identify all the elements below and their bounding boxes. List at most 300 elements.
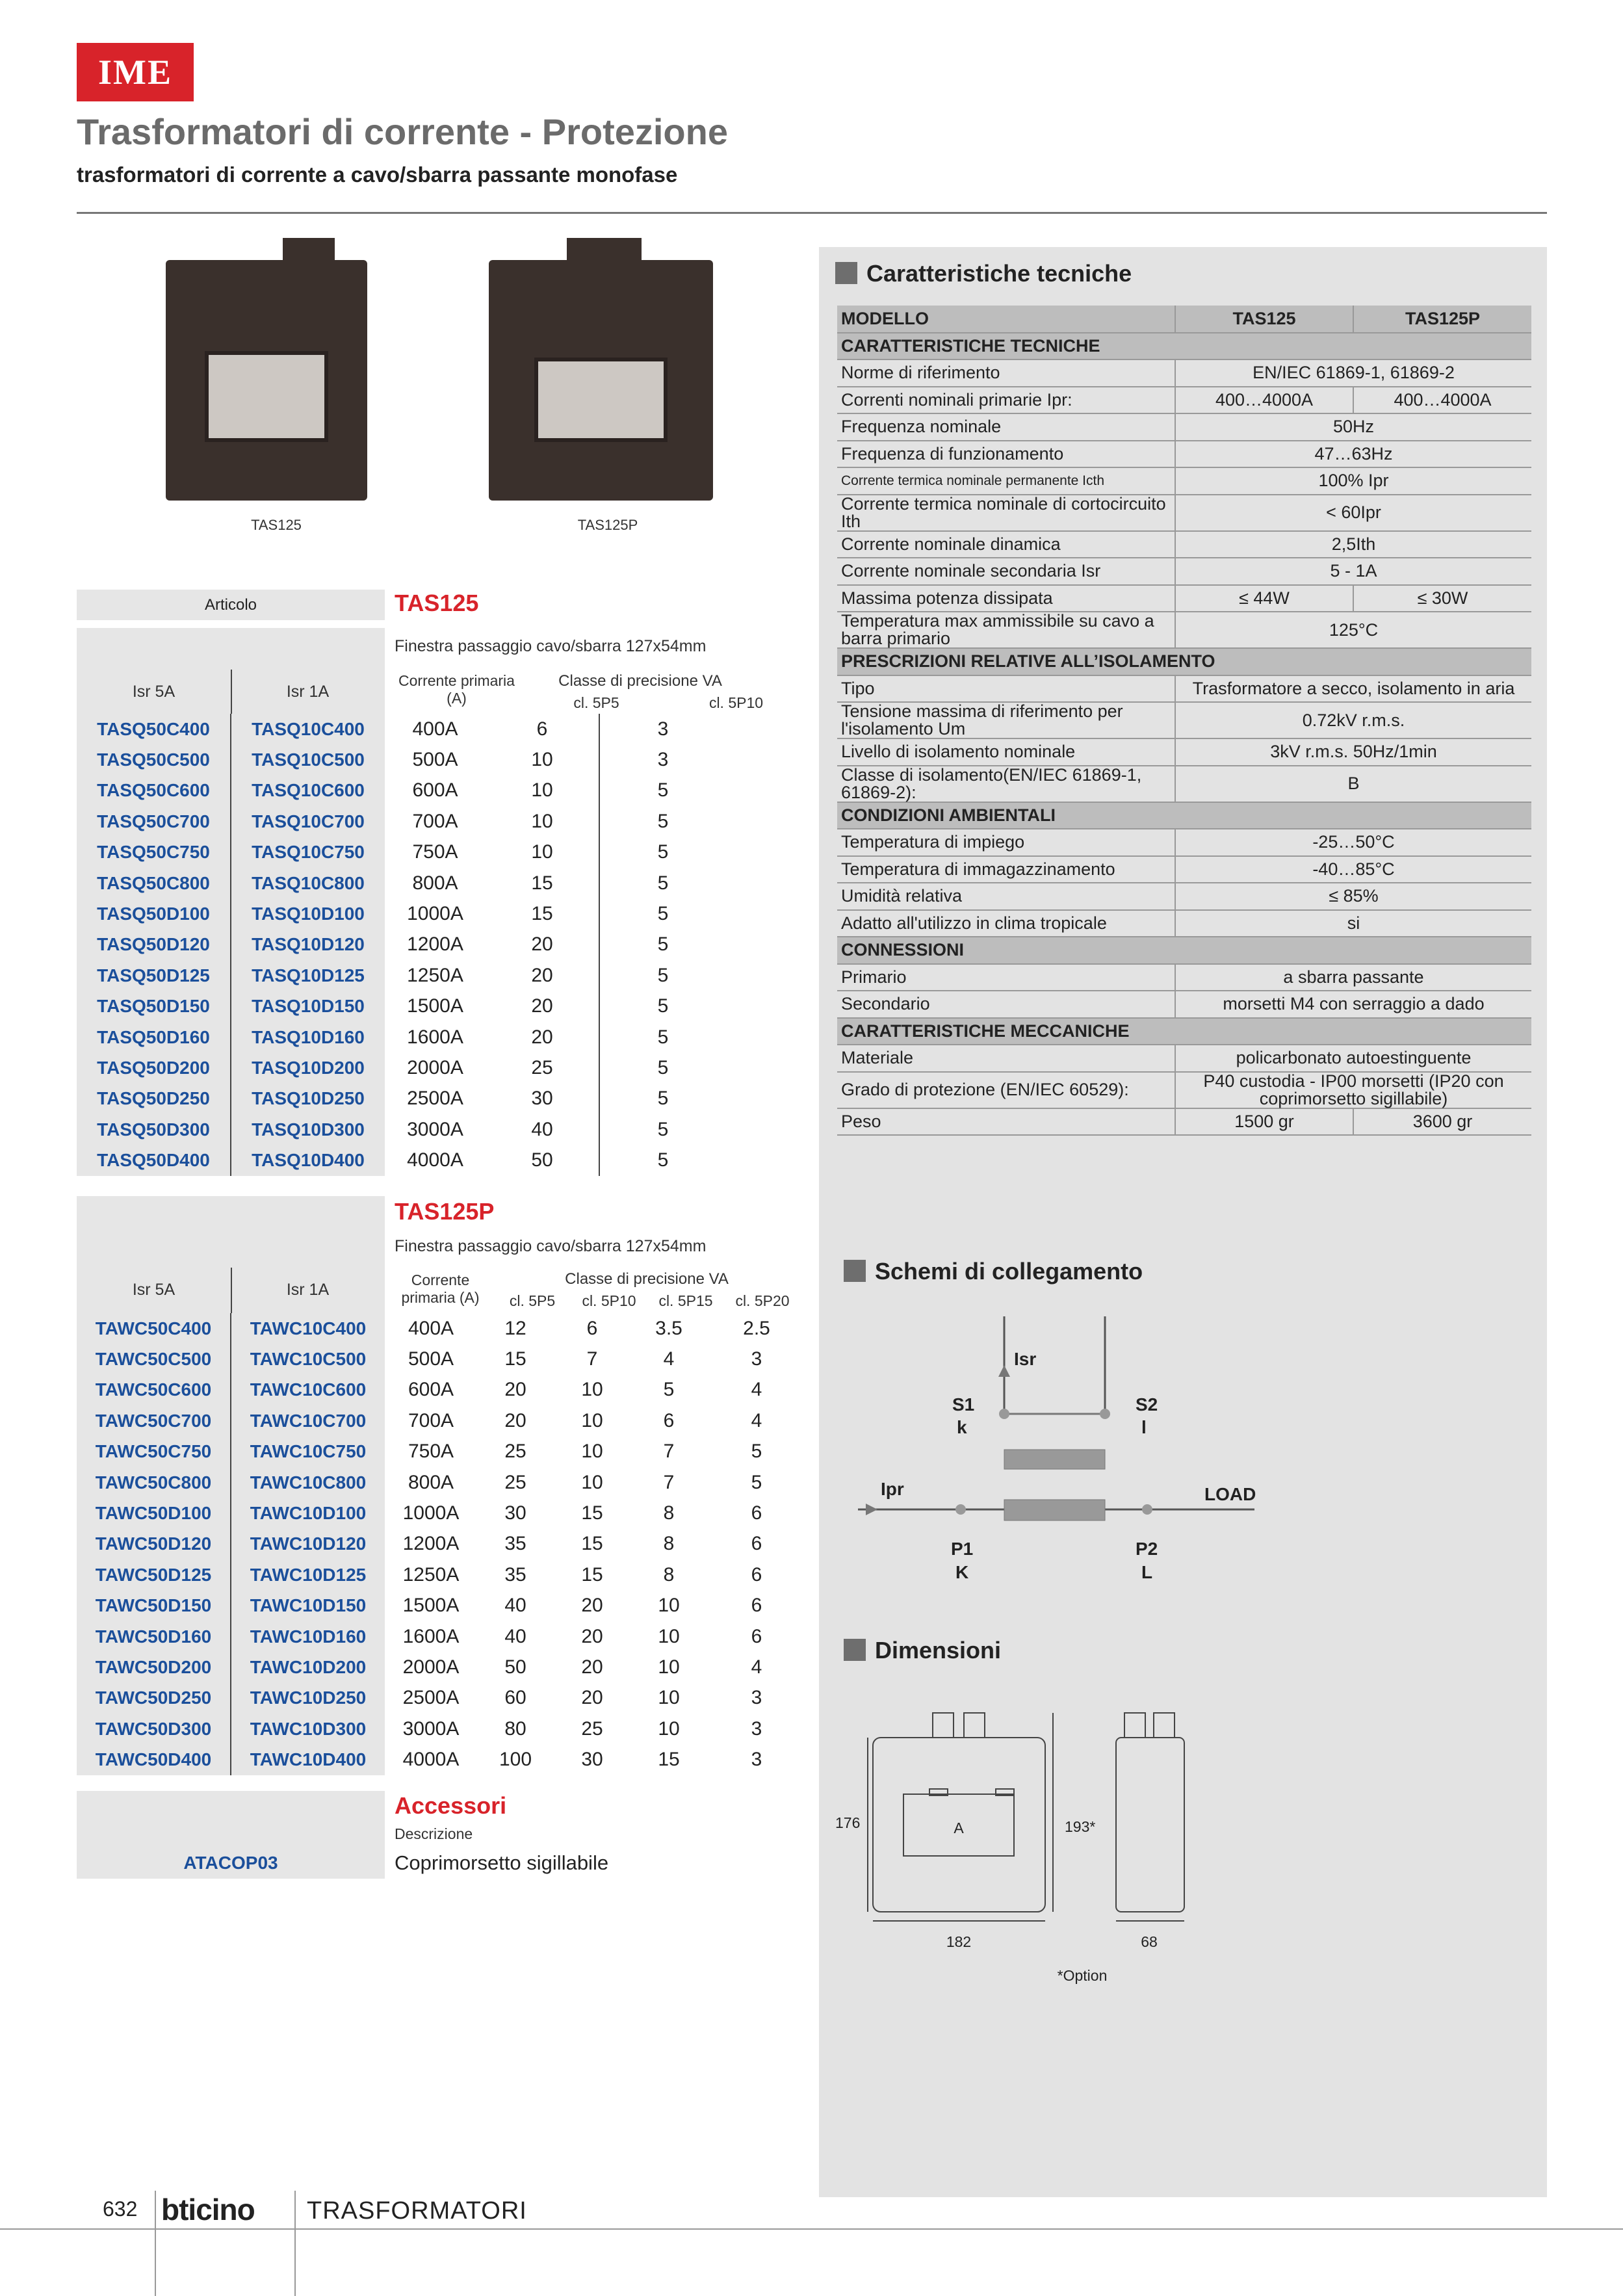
spec-value: 400…4000A: [1175, 387, 1353, 414]
spec-value: ≤ 85%: [1175, 883, 1531, 910]
code-isr1: TASQ10D150: [231, 991, 385, 1022]
code-isr5: TASQ50D125: [77, 960, 231, 991]
spec-value: -40…85°C: [1175, 856, 1531, 883]
spec-value: ≤ 30W: [1353, 585, 1531, 612]
class-value: 5: [657, 1118, 669, 1140]
primary-current: 700A: [408, 1409, 454, 1431]
accessory-code: ATACOP03: [183, 1853, 278, 1873]
wiring-diagram: [845, 1307, 1274, 1593]
class-5p10: cl. 5P10: [582, 1292, 636, 1309]
primary-current: 1200A: [407, 933, 463, 956]
spec-label: Peso: [837, 1108, 1175, 1136]
class-value: 10: [581, 1441, 603, 1463]
primary-current: 800A: [412, 872, 458, 894]
code-isr1: TAWC10D120: [231, 1529, 385, 1559]
code-isr5: TAWC50D120: [77, 1529, 231, 1559]
class-value: 30: [504, 1502, 526, 1524]
spec-row: [837, 531, 1531, 558]
code-isr1: TAWC10D160: [231, 1621, 385, 1652]
class-value: 5: [657, 964, 669, 986]
spec-section-row: [837, 306, 1531, 333]
code-isr1: TASQ10D300: [231, 1114, 385, 1145]
footer-brand-logo: bticino: [161, 2193, 255, 2226]
table-row: [77, 1591, 806, 1621]
spec-section-row: [837, 937, 1531, 964]
label-k-big: K: [955, 1562, 969, 1582]
spec-row: [837, 675, 1531, 703]
photo-caption: TAS125: [251, 517, 302, 533]
class-value: 20: [504, 1409, 526, 1431]
primary-current: 800A: [408, 1471, 454, 1493]
class-value: 7: [586, 1348, 598, 1370]
col-class: Classe di precisione VA: [565, 1270, 729, 1288]
class-value: 10: [581, 1379, 603, 1401]
spec-value: B: [1175, 766, 1531, 802]
class-value: 20: [504, 1379, 526, 1401]
class-value: 6: [751, 1625, 762, 1647]
code-isr5: TASQ50D200: [77, 1052, 231, 1083]
primary-current: 600A: [412, 779, 458, 802]
class-value: 5: [657, 995, 669, 1017]
class-value: 10: [658, 1687, 680, 1709]
dim-height-option: 193*: [1065, 1818, 1096, 1835]
class-value: 20: [581, 1625, 603, 1647]
spec-row: [837, 441, 1531, 468]
spec-section-row: [837, 802, 1531, 829]
spec-row: [837, 1072, 1531, 1108]
code-isr1: TAWC10C400: [231, 1313, 385, 1344]
spec-value: a sbarra passante: [1175, 964, 1531, 991]
table-row: [77, 1714, 806, 1744]
class-value: 12: [504, 1317, 526, 1339]
spec-row: [837, 829, 1531, 856]
class-value: 5: [751, 1471, 762, 1493]
class-value: 20: [486, 960, 599, 991]
class-value: 6: [586, 1317, 598, 1339]
class-value: 3: [751, 1717, 762, 1740]
spec-value: morsetti M4 con serraggio a dado: [1175, 991, 1531, 1018]
spec-label: CONDIZIONI AMBIENTALI: [837, 802, 1531, 829]
table-row: [77, 1467, 806, 1498]
class-value: 8: [663, 1502, 675, 1524]
code-isr1: TAWC10D125: [231, 1559, 385, 1590]
code-isr1: TASQ10D200: [231, 1052, 385, 1083]
label-k-small: k: [957, 1417, 967, 1437]
class-value: 10: [486, 837, 599, 868]
code-isr1: TAWC10D200: [231, 1652, 385, 1682]
dim-width: 182: [946, 1933, 972, 1950]
code-isr1: TASQ10C600: [231, 776, 385, 806]
label-p1: P1: [951, 1539, 974, 1559]
class-value: 4: [663, 1348, 675, 1370]
code-isr1: TAWC10C600: [231, 1375, 385, 1405]
primary-current: 1600A: [402, 1625, 460, 1647]
table-row: [77, 1744, 806, 1775]
primary-current: 2000A: [402, 1656, 460, 1678]
code-isr5: TAWC50C800: [77, 1467, 231, 1498]
spec-value: P40 custodia - IP00 morsetti (IP20 con coprimorsetto sigillabile): [1175, 1072, 1531, 1108]
code-isr5: TAWC50D300: [77, 1714, 231, 1744]
class-value: 10: [658, 1595, 680, 1617]
class-value: 10: [486, 806, 599, 837]
spec-value: TAS125P: [1353, 306, 1531, 333]
class-value: 5: [657, 903, 669, 925]
primary-current: 3000A: [407, 1118, 463, 1140]
code-isr1: TASQ10D160: [231, 1022, 385, 1052]
tas125p-table: [77, 1313, 807, 1775]
class-value: 10: [486, 744, 599, 775]
spec-value: Trasformatore a secco, isolamento in aria: [1175, 675, 1531, 703]
code-isr5: TASQ50D120: [77, 930, 231, 960]
footer-rule: [0, 2228, 1623, 2230]
class-value: 3: [657, 718, 669, 740]
spec-row: [837, 702, 1531, 738]
spec-table: [837, 306, 1531, 1136]
table-row: [77, 1437, 806, 1467]
code-isr1: TAWC10C700: [231, 1405, 385, 1436]
table-row: [77, 991, 806, 1022]
spec-label: Massima potenza dissipata: [837, 585, 1175, 612]
table-row: [77, 837, 806, 868]
class-value: 7: [663, 1471, 675, 1493]
table-row: [77, 806, 806, 837]
spec-row: [837, 558, 1531, 585]
class-5p20: cl. 5P20: [735, 1292, 790, 1309]
spec-row: [837, 612, 1531, 648]
dimensioni-heading: Dimensioni: [844, 1637, 1001, 1664]
spec-label: Correnti nominali primarie Ipr:: [837, 387, 1175, 414]
spec-value: ≤ 44W: [1175, 585, 1353, 612]
code-isr1: TASQ10C800: [231, 868, 385, 898]
code-isr5: TASQ50D400: [77, 1145, 231, 1175]
class-value: 80: [504, 1717, 526, 1740]
primary-current: 1500A: [402, 1595, 460, 1617]
schemi-heading: Schemi di collegamento: [844, 1258, 1143, 1285]
product-photo-tas125: [166, 260, 367, 501]
primary-current: 750A: [412, 841, 458, 863]
table-row: [77, 1375, 806, 1405]
spec-label: Grado di protezione (EN/IEC 60529):: [837, 1072, 1175, 1108]
class-5p15: cl. 5P15: [658, 1292, 713, 1309]
spec-label: Tensione massima di riferimento per l'isolamento Um: [837, 702, 1175, 738]
code-isr1: TAWC10C750: [231, 1437, 385, 1467]
class-5p5: cl. 5P5: [509, 1292, 556, 1309]
section-title-tas125p: TAS125P: [395, 1198, 495, 1225]
class-value: 20: [581, 1656, 603, 1678]
class-value: 20: [581, 1687, 603, 1709]
col-isr1: Isr 1A: [286, 683, 330, 701]
class-value: 4: [751, 1379, 762, 1401]
table-row: [77, 1344, 806, 1374]
table-row: [77, 868, 806, 898]
class-value: 3: [657, 749, 669, 771]
class-value: 6: [663, 1409, 675, 1431]
class-value: 3: [751, 1348, 762, 1370]
class-value: 15: [504, 1348, 526, 1370]
spec-value: 50Hz: [1175, 413, 1531, 441]
class-value: 4: [751, 1656, 762, 1678]
primary-current: 750A: [408, 1441, 454, 1463]
class-value: 8: [663, 1533, 675, 1555]
table-row: [77, 744, 806, 775]
spec-label: Corrente nominale dinamica: [837, 531, 1175, 558]
code-isr5: TASQ50D150: [77, 991, 231, 1022]
spec-row: [837, 413, 1531, 441]
label-isr: Isr: [1014, 1349, 1037, 1369]
class-value: 15: [486, 868, 599, 898]
spec-value: 100% Ipr: [1175, 467, 1531, 495]
class-value: 15: [658, 1749, 680, 1771]
spec-label: Materiale: [837, 1045, 1175, 1072]
spec-row: [837, 964, 1531, 991]
col-isr1: Isr 1A: [286, 1281, 330, 1299]
spec-value: < 60Ipr: [1175, 495, 1531, 531]
spec-label: Adatto all'utilizzo in clima tropicale: [837, 910, 1175, 937]
brand-logo: IME: [77, 43, 194, 101]
section-title-tas125: TAS125: [395, 590, 479, 616]
code-isr5: TASQ50C500: [77, 744, 231, 775]
class-value: 10: [658, 1625, 680, 1647]
class-5p5: cl. 5P5: [573, 694, 619, 711]
class-value: 50: [486, 1145, 599, 1175]
code-isr1: TASQ10C700: [231, 806, 385, 837]
primary-current: 1250A: [402, 1563, 460, 1585]
class-value: 40: [504, 1625, 526, 1647]
dim-depth: 68: [1141, 1933, 1158, 1950]
col-isr5: Isr 5A: [132, 683, 175, 701]
code-isr5: TASQ50D160: [77, 1022, 231, 1052]
class-value: 15: [581, 1563, 603, 1585]
code-isr5: TASQ50C600: [77, 776, 231, 806]
spec-label: Temperatura max ammissibile su cavo a barra primario: [837, 612, 1175, 648]
class-value: 8: [663, 1563, 675, 1585]
label-ipr: Ipr: [881, 1479, 904, 1499]
table-row: [77, 930, 806, 960]
code-isr1: TAWC10D250: [231, 1683, 385, 1714]
class-value: 25: [504, 1471, 526, 1493]
spec-row: [837, 359, 1531, 387]
spec-value: 3600 gr: [1353, 1108, 1531, 1136]
spec-row: [837, 991, 1531, 1018]
spec-row: [837, 1045, 1531, 1072]
class-value: 20: [486, 991, 599, 1022]
articolo-label: Articolo: [204, 596, 257, 614]
primary-current: 400A: [412, 718, 458, 740]
col-class: Classe di precisione VA: [558, 672, 722, 690]
spec-section-row: [837, 648, 1531, 675]
class-value: 5: [657, 1026, 669, 1048]
class-value: 5: [657, 810, 669, 832]
window-spec: Finestra passaggio cavo/sbarra 127x54mm: [395, 1237, 707, 1255]
class-value: 60: [504, 1687, 526, 1709]
table-row: [77, 1683, 806, 1714]
code-isr1: TASQ10D120: [231, 930, 385, 960]
label-s1: S1: [952, 1394, 975, 1415]
primary-current: 2500A: [407, 1088, 463, 1110]
desc-label: Descrizione: [395, 1825, 473, 1842]
table-row: [77, 1621, 806, 1652]
class-value: 25: [486, 1052, 599, 1083]
spec-value: 400…4000A: [1353, 387, 1531, 414]
code-isr5: TASQ50C400: [77, 714, 231, 744]
spec-value: 125°C: [1175, 612, 1531, 648]
dim-label-a: A: [954, 1820, 964, 1836]
code-isr1: TASQ10D250: [231, 1084, 385, 1114]
spec-value: 3kV r.m.s. 50Hz/1min: [1175, 738, 1531, 766]
class-value: 40: [504, 1595, 526, 1617]
code-isr5: TAWC50C500: [77, 1344, 231, 1374]
primary-current: 3000A: [402, 1717, 460, 1740]
table-row: [77, 1559, 806, 1590]
class-value: 6: [486, 714, 599, 744]
page-number: 632: [103, 2197, 138, 2221]
class-value: 35: [504, 1563, 526, 1585]
class-value: 6: [751, 1533, 762, 1555]
dim-height: 176: [835, 1814, 861, 1831]
class-value: 10: [581, 1471, 603, 1493]
table-row: [77, 1145, 806, 1175]
class-value: 15: [486, 898, 599, 929]
code-isr5: TAWC50C400: [77, 1313, 231, 1344]
label-l-big: L: [1141, 1562, 1153, 1582]
class-value: 3.5: [655, 1317, 682, 1339]
class-value: 3: [751, 1749, 762, 1771]
class-value: 10: [486, 776, 599, 806]
accessory-desc: Coprimorsetto sigillabile: [395, 1851, 609, 1874]
class-value: 5: [751, 1441, 762, 1463]
code-isr5: TASQ50C750: [77, 837, 231, 868]
footer-section: TRASFORMATORI: [307, 2197, 527, 2224]
spec-row: [837, 883, 1531, 910]
col-isr5: Isr 5A: [132, 1281, 175, 1299]
label-p2: P2: [1136, 1539, 1158, 1559]
spec-row: [837, 738, 1531, 766]
class-value: 20: [486, 930, 599, 960]
class-value: 20: [486, 1022, 599, 1052]
table-row: [77, 1498, 806, 1528]
label-load: LOAD: [1204, 1484, 1256, 1504]
class-value: 5: [663, 1379, 675, 1401]
class-value: 6: [751, 1563, 762, 1585]
spec-label: Corrente termica nominale di cortocircuito Ith: [837, 495, 1175, 531]
code-isr5: TAWC50D150: [77, 1591, 231, 1621]
class-value: 5: [657, 933, 669, 956]
spec-label: MODELLO: [837, 306, 1175, 333]
class-value: 5: [657, 1149, 669, 1171]
table-row: [77, 1652, 806, 1682]
photo-caption: TAS125P: [577, 517, 638, 533]
spec-row: [837, 766, 1531, 802]
spec-section-row: [837, 333, 1531, 360]
top-divider: [77, 212, 1547, 214]
code-isr1: TASQ10C750: [231, 837, 385, 868]
class-value: 5: [657, 1088, 669, 1110]
code-isr1: TAWC10D300: [231, 1714, 385, 1744]
spec-value: 5 - 1A: [1175, 558, 1531, 585]
class-value: 5: [657, 779, 669, 802]
code-isr5: TASQ50D100: [77, 898, 231, 929]
code-isr1: TASQ10C400: [231, 714, 385, 744]
product-photo-tas125p: [489, 260, 713, 501]
class-value: 3: [751, 1687, 762, 1709]
spec-label: Temperatura di immagazzinamento: [837, 856, 1175, 883]
code-isr5: TAWC50D400: [77, 1744, 231, 1775]
code-isr5: TAWC50D100: [77, 1498, 231, 1528]
col-current: Corrente primaria (A): [398, 672, 515, 707]
class-value: 30: [486, 1084, 599, 1114]
code-isr5: TASQ50D250: [77, 1084, 231, 1114]
class-value: 25: [504, 1441, 526, 1463]
table-row: [77, 1114, 806, 1145]
dim-note: *Option: [1057, 1967, 1108, 1984]
code-isr5: TASQ50D300: [77, 1114, 231, 1145]
spec-label: PRESCRIZIONI RELATIVE ALL’ISOLAMENTO: [837, 648, 1531, 675]
code-isr1: TAWC10C500: [231, 1344, 385, 1374]
spec-row: [837, 467, 1531, 495]
spec-label: CONNESSIONI: [837, 937, 1531, 964]
class-value: 50: [504, 1656, 526, 1678]
code-isr5: TASQ50C800: [77, 868, 231, 898]
spec-label: Primario: [837, 964, 1175, 991]
table-row: [77, 714, 806, 744]
table-row: [77, 1022, 806, 1052]
table-row: [77, 1084, 806, 1114]
primary-current: 4000A: [407, 1149, 463, 1171]
primary-current: 400A: [408, 1317, 454, 1339]
primary-current: 1500A: [407, 995, 463, 1017]
section-title-accessori: Accessori: [395, 1792, 507, 1819]
spec-row: [837, 585, 1531, 612]
spec-value: 2,5Ith: [1175, 531, 1531, 558]
spec-label: Tipo: [837, 675, 1175, 703]
class-value: 7: [663, 1441, 675, 1463]
label-l-small: l: [1141, 1417, 1147, 1437]
code-isr1: TASQ10D400: [231, 1145, 385, 1175]
primary-current: 1200A: [402, 1533, 460, 1555]
code-isr1: TAWC10C800: [231, 1467, 385, 1498]
class-value: 6: [751, 1502, 762, 1524]
class-value: 5: [657, 1056, 669, 1078]
class-value: 15: [581, 1502, 603, 1524]
class-value: 35: [504, 1533, 526, 1555]
class-value: 15: [581, 1533, 603, 1555]
spec-label: Temperatura di impiego: [837, 829, 1175, 856]
spec-label: Umidità relativa: [837, 883, 1175, 910]
code-isr5: TAWC50D160: [77, 1621, 231, 1652]
code-isr5: TAWC50C600: [77, 1375, 231, 1405]
spec-row: [837, 495, 1531, 531]
class-value: 6: [751, 1595, 762, 1617]
primary-current: 2500A: [402, 1687, 460, 1709]
spec-label: Corrente nominale secondaria Isr: [837, 558, 1175, 585]
primary-current: 1000A: [407, 903, 463, 925]
spec-label: Corrente termica nominale permanente Icth: [837, 467, 1175, 495]
spec-label: Frequenza di funzionamento: [837, 441, 1175, 468]
code-isr5: TAWC50D200: [77, 1652, 231, 1682]
label-s2: S2: [1136, 1394, 1158, 1415]
spec-label: Frequenza nominale: [837, 413, 1175, 441]
table-row: [77, 1405, 806, 1436]
class-value: 20: [581, 1595, 603, 1617]
tas125-table: [77, 714, 807, 1176]
spec-value: 0.72kV r.m.s.: [1175, 702, 1531, 738]
spec-section-row: [837, 1018, 1531, 1045]
primary-current: 600A: [408, 1379, 454, 1401]
primary-current: 4000A: [402, 1749, 460, 1771]
code-isr5: TAWC50C700: [77, 1405, 231, 1436]
class-value: 4: [751, 1409, 762, 1431]
class-value: 10: [658, 1656, 680, 1678]
